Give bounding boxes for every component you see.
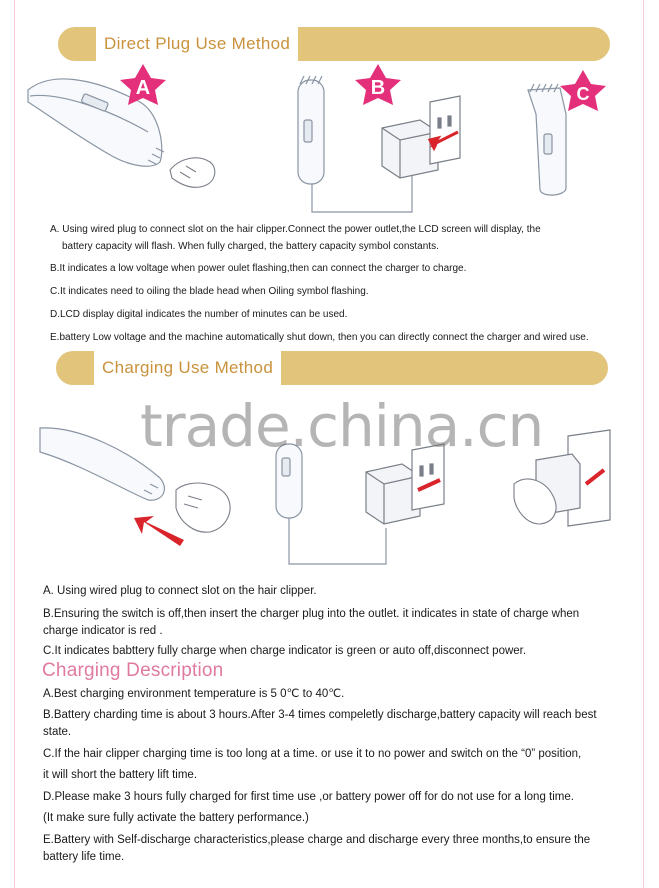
charging-use-banner (56, 351, 608, 385)
marker-c-label: C (576, 84, 590, 104)
desc-line: B.Battery charding time is about 3 hours.After 3-4 times compeletly discharge,battery capacity will reach best (43, 709, 597, 721)
desc-line: state. (43, 726, 72, 738)
direct-plug-title: Direct Plug Use Method (96, 27, 298, 61)
hair-clipper-icon (298, 76, 324, 184)
note-a-cont: battery capacity will flash. When fully charged, the battery capacity symbol constants. (62, 241, 439, 252)
charging-description-lines (43, 686, 633, 866)
charging-cord (289, 518, 386, 564)
desc-line: C.If the hair clipper charging time is too long at a time. or use it to no power and switch on the “0” position, (43, 748, 582, 760)
red-arrow-icon (134, 516, 184, 546)
star-marker-icon (560, 70, 606, 111)
charging-use-notes (43, 583, 633, 660)
hand-icon (170, 158, 215, 187)
hand-icon (176, 483, 230, 532)
direct-plug-notes (50, 223, 630, 345)
desc-line: it will short the battery lift time. (43, 769, 198, 781)
charge-note-c: C.It indicates babttery fully charge when charge indicator is green or auto off,disconnect power. (43, 645, 527, 657)
direct-plug-illustration (20, 62, 640, 224)
desc-line: battery life time. (43, 851, 125, 863)
note-a: A. Using wired plug to connect slot on the hair clipper.Connect the power outlet,the LCD screen will display, the (50, 224, 541, 235)
desc-line: E.Battery with Self-discharge characteristics,please charge and discharge every three months,to ensure the (43, 834, 591, 846)
charge-note-b-cont: charge indicator is red . (43, 625, 163, 637)
note-e: E.battery Low voltage and the machine automatically shut down, then you can directly connect the charger and wired use. (50, 332, 589, 343)
desc-line: A.Best charging environment temperature is 5 0℃ to 40℃. (43, 688, 345, 700)
desc-line: (It make sure fully activate the battery performance.) (43, 812, 309, 824)
note-b: B.It indicates a low voltage when power oulet flashing,then can connect the charger to charge. (50, 263, 467, 274)
watermark: trade.china.cn (140, 392, 544, 460)
charging-use-title: Charging Use Method (94, 351, 281, 385)
marker-b-label: B (370, 77, 386, 99)
charge-note-b: B.Ensuring the switch is off,then insert the charger plug into the outlet. it indicates in state of charge when (43, 608, 580, 620)
note-c: C.It indicates need to oiling the blade head when Oiling symbol flashing. (50, 286, 369, 297)
charging-cord (312, 174, 412, 212)
wall-outlet-icon (430, 96, 460, 164)
marker-a-label: A (135, 77, 151, 99)
charge-note-a: A. Using wired plug to connect slot on the hair clipper. (43, 585, 317, 597)
direct-plug-banner (58, 27, 610, 61)
desc-line: D.Please make 3 hours fully charged for first time use ,or battery power off for do not use for a long time. (43, 791, 574, 803)
star-marker-icon (355, 64, 401, 105)
charging-description-title: Charging Description (42, 660, 224, 681)
hair-clipper-icon (528, 84, 566, 195)
note-d: D.LCD display digital indicates the number of minutes can be used. (50, 309, 348, 320)
